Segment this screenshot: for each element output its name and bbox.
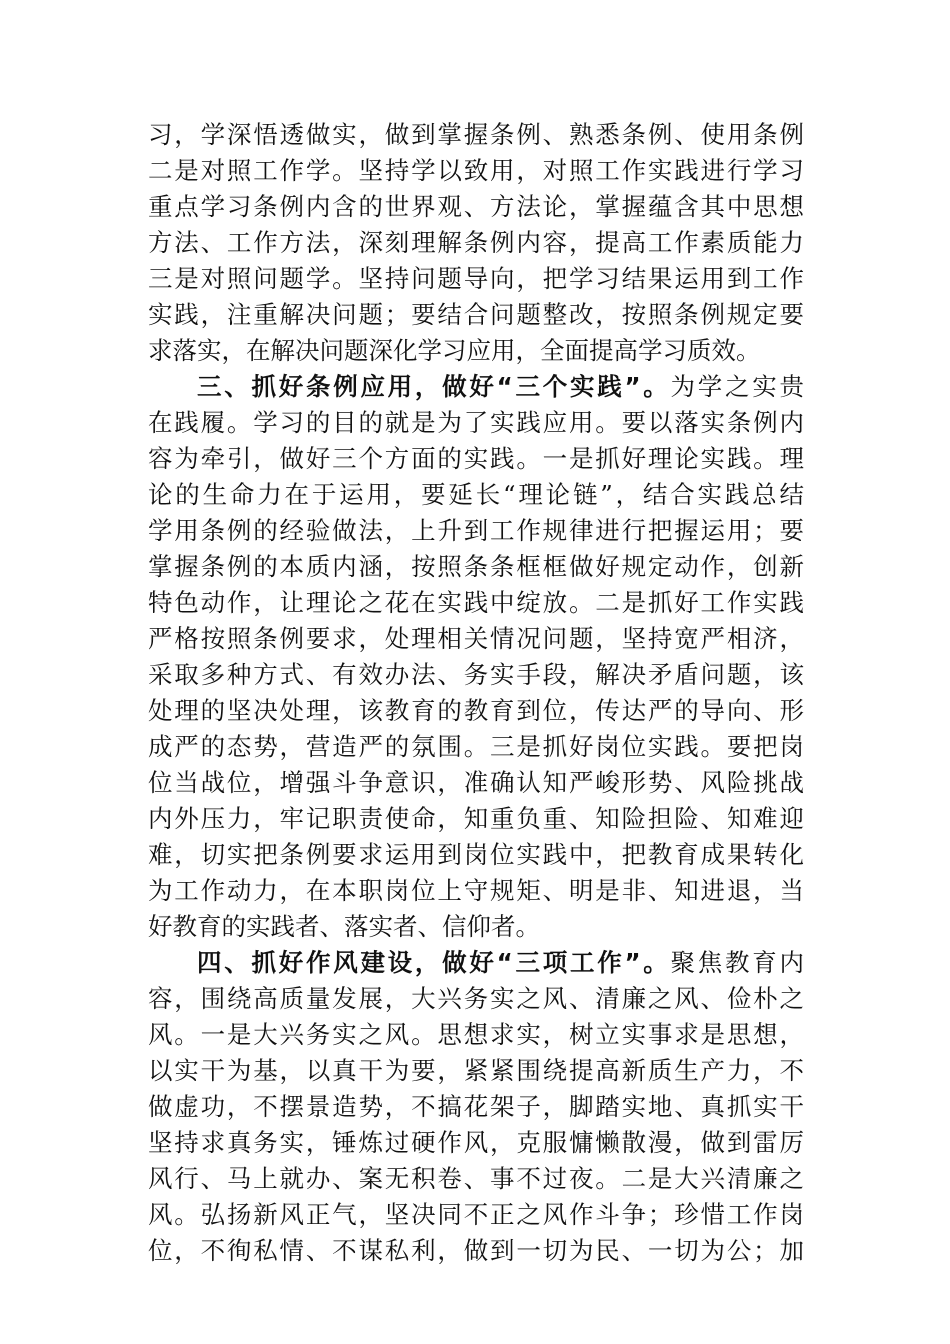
text-line: 学用条例的经验做法，上升到工作规律进行把握运用；要 xyxy=(148,516,804,545)
text-line: 严格按照条例要求，处理相关情况问题，坚持宽严相济， xyxy=(148,624,804,653)
text-line: 以实干为基，以真干为要，紧紧围绕提高新质生产力，不 xyxy=(148,1056,804,1085)
text-line: 位当战位，增强斗争意识，准确认知严峻形势、风险挑战 xyxy=(148,768,804,797)
text-line: 采取多种方式、有效办法、务实手段，解决矛盾问题，该 xyxy=(148,660,804,689)
text-line: 内外压力，牢记职责使命，知重负重、知险担险、知难迎 xyxy=(148,804,804,833)
text-line: 方法、工作方法，深刻理解条例内容，提高工作素质能力 xyxy=(148,228,804,257)
text-line: 重点学习条例内含的世界观、方法论，掌握蕴含其中思想 xyxy=(148,192,804,221)
section-heading-line xyxy=(197,369,804,405)
text-line: 容为牵引，做好三个方面的实践。一是抓好理论实践。理 xyxy=(148,444,804,473)
text-line: 位，不徇私情、不谋私利，做到一切为民、一切为公；加 xyxy=(148,1236,804,1265)
text-line: 做虚功，不摆景造势，不搞花架子，脚踏实地、真抓实干 xyxy=(148,1092,804,1121)
text-line: 风。弘扬新风正气，坚决同不正之风作斗争；珍惜工作岗 xyxy=(148,1200,804,1229)
heading-trailing-text: 为学之实贵 xyxy=(670,372,804,401)
heading-trailing-text: 聚焦教育内 xyxy=(670,948,804,977)
text-line: 成严的态势，营造严的氛围。三是抓好岗位实践。要把岗 xyxy=(148,732,804,761)
text-line: 坚持求真务实，锤炼过硬作风，克服慵懒散漫，做到雷厉 xyxy=(148,1128,804,1157)
text-line: 在践履。学习的目的就是为了实践应用。要以落实条例内 xyxy=(148,408,804,437)
section-heading-line xyxy=(197,945,804,981)
section-heading: 四、抓好作风建设，做好“三项工作”。 xyxy=(197,948,671,977)
text-line: 论的生命力在于运用，要延长“理论链”，结合实践总结 xyxy=(148,480,804,509)
text-line: 三是对照问题学。坚持问题导向，把学习结果运用到工作 xyxy=(148,264,804,293)
text-line: 二是对照工作学。坚持学以致用，对照工作实践进行学习 xyxy=(148,156,804,185)
section-heading: 三、抓好条例应用，做好“三个实践”。 xyxy=(197,372,671,401)
text-line: 好教育的实践者、落实者、信仰者。 xyxy=(148,912,540,941)
text-line: 处理的坚决处理，该教育的教育到位，传达严的导向、形 xyxy=(148,696,804,725)
text-line: 实践，注重解决问题；要结合问题整改，按照条例规定要 xyxy=(148,300,804,329)
text-line: 风行、马上就办、案无积卷、事不过夜。二是大兴清廉之 xyxy=(148,1164,804,1193)
text-line: 掌握条例的本质内涵，按照条条框框做好规定动作，创新 xyxy=(148,552,804,581)
text-line: 习，学深悟透做实，做到掌握条例、熟悉条例、使用条例 xyxy=(148,120,804,149)
text-line: 风。一是大兴务实之风。思想求实，树立实事求是思想， xyxy=(148,1020,804,1049)
text-line: 容，围绕高质量发展，大兴务实之风、清廉之风、俭朴之 xyxy=(148,984,804,1013)
text-line: 求落实，在解决问题深化学习应用，全面提高学习质效。 xyxy=(148,336,761,365)
text-line: 特色动作，让理论之花在实践中绽放。二是抓好工作实践 xyxy=(148,588,804,617)
text-line: 难，切实把条例要求运用到岗位实践中，把教育成果转化 xyxy=(148,840,804,869)
text-line: 为工作动力，在本职岗位上守规矩、明是非、知进退，当 xyxy=(148,876,804,905)
